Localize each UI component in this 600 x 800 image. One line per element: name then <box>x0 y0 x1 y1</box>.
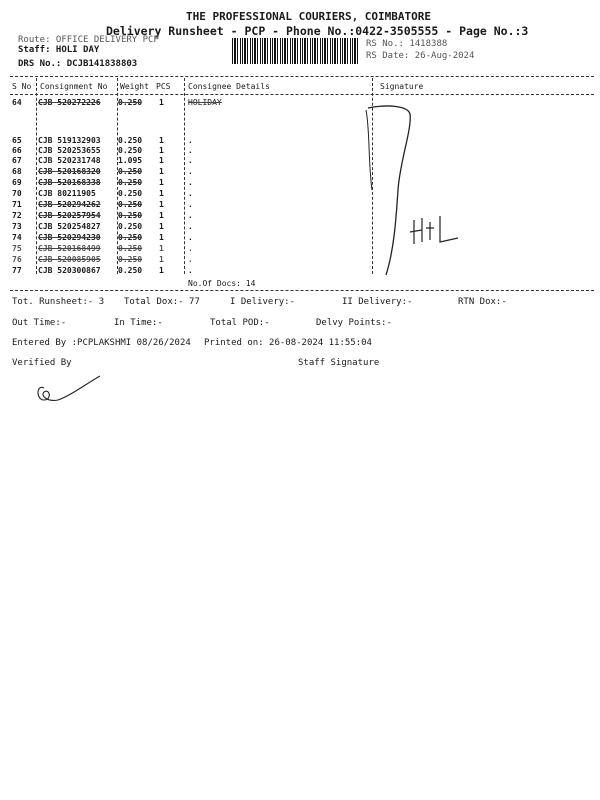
row-weight: 0.250 <box>118 233 143 242</box>
row-sno: 70 <box>12 189 22 198</box>
row-sno: 65 <box>12 136 22 145</box>
printed-on: Printed on: 26-08-2024 11:55:04 <box>204 338 372 348</box>
row-pcs: 1 <box>159 98 164 107</box>
table-row <box>12 136 372 146</box>
row-details: . <box>188 146 193 155</box>
row-weight: 0.250 <box>118 244 143 253</box>
row-pcs: 1 <box>159 146 164 155</box>
row-consignment: CJB 519132903 <box>38 136 101 145</box>
row-consignment: CJB 520168338 <box>38 178 101 187</box>
row-details: . <box>188 244 193 253</box>
drs-number: DRS No.: DCJB141838803 <box>18 59 138 69</box>
runsheet-title: Delivery Runsheet - PCP - Phone No.:0422-3505555 - Page No.:3 <box>106 24 529 38</box>
col-consignment: Consignment No <box>40 82 108 91</box>
row-weight: 0.250 <box>118 266 143 275</box>
total-dox: Total Dox:- 77 <box>124 297 200 307</box>
col-weight: Weight <box>120 82 149 91</box>
row-weight: 1.095 <box>118 156 143 165</box>
row-weight: 0.250 <box>118 189 143 198</box>
row-sno: 69 <box>12 178 22 187</box>
row-weight: 0.250 <box>118 146 143 155</box>
col-sno: S No <box>12 82 32 91</box>
row-pcs: 1 <box>159 255 164 264</box>
row-sno: 73 <box>12 222 22 231</box>
ii-delivery: II Delivery:- <box>342 297 413 307</box>
row-details: . <box>188 189 193 198</box>
row-details: . <box>188 136 193 145</box>
row-sno: 75 <box>12 244 22 253</box>
rs-date: RS Date: 26-Aug-2024 <box>366 51 475 61</box>
total-pod: Total POD:- <box>210 318 270 328</box>
row-consignment: CJB 520253655 <box>38 146 101 155</box>
row-consignment: CJB 520085905 <box>38 255 101 264</box>
row-consignment: CJB 520257954 <box>38 211 101 220</box>
row-details: . <box>188 222 193 231</box>
row-consignment: CJB 520300867 <box>38 266 101 275</box>
delvy-points: Delvy Points:- <box>316 318 392 328</box>
row-weight: 0.250 <box>118 255 143 264</box>
row-sno: 68 <box>12 167 22 176</box>
verified-by: Verified By <box>12 358 72 368</box>
row-pcs: 1 <box>159 233 164 242</box>
row-weight: 0.250 <box>118 98 143 107</box>
row-weight: 0.250 <box>118 211 143 220</box>
rs-number: RS No.: 1418388 <box>366 39 448 49</box>
table-row <box>12 200 372 210</box>
handwritten-mark <box>408 210 468 250</box>
row-weight: 0.250 <box>118 200 143 209</box>
row-consignment: CJB 80211905 <box>38 189 96 198</box>
row-consignment: CJB 520231748 <box>38 156 101 165</box>
row-sno: 66 <box>12 146 22 155</box>
row-pcs: 1 <box>159 167 164 176</box>
table-row <box>12 255 372 265</box>
row-weight: 0.250 <box>118 222 143 231</box>
doc-count: No.Of Docs: 14 <box>188 279 256 288</box>
rtn-dox: RTN Dox:- <box>458 297 507 307</box>
table-row <box>12 222 372 232</box>
row-sno: 77 <box>12 266 22 275</box>
col-consignee: Consignee Details <box>188 82 270 91</box>
table-bottom-rule <box>10 290 594 291</box>
table-row <box>12 244 372 254</box>
barcode <box>232 38 360 64</box>
row-details: . <box>188 178 193 187</box>
row-weight: 0.250 <box>118 178 143 187</box>
route-label: Route: OFFICE DELIVERY PCP <box>18 35 159 45</box>
verifier-signature <box>30 370 110 410</box>
table-row <box>12 98 372 108</box>
table-row <box>12 266 372 276</box>
row-consignment: CJB 520254827 <box>38 222 101 231</box>
i-delivery: I Delivery:- <box>230 297 296 307</box>
row-sno: 74 <box>12 233 22 242</box>
row-pcs: 1 <box>159 211 164 220</box>
row-sno: 71 <box>12 200 22 209</box>
row-consignment: CJB 520294230 <box>38 233 101 242</box>
row-pcs: 1 <box>159 222 164 231</box>
out-time: Out Time:- <box>12 318 67 328</box>
signature-scribble <box>358 100 428 280</box>
table-row <box>12 167 372 177</box>
table-row <box>12 189 372 199</box>
tot-runsheet: Tot. Runsheet:- 3 <box>12 297 105 307</box>
entered-by: Entered By :PCPLAKSHMI 08/26/2024 <box>12 338 191 348</box>
row-consignment: CJB 520294262 <box>38 200 101 209</box>
row-pcs: 1 <box>159 266 164 275</box>
row-details: . <box>188 266 193 275</box>
row-details: . <box>188 156 193 165</box>
row-details: . <box>188 255 193 264</box>
row-details: . <box>188 233 193 242</box>
company-title: THE PROFESSIONAL COURIERS, COIMBATORE <box>186 10 432 23</box>
row-details: . <box>188 167 193 176</box>
row-pcs: 1 <box>159 136 164 145</box>
row-consignment: CJB 520168499 <box>38 244 101 253</box>
row-pcs: 1 <box>159 178 164 187</box>
row-sno: 76 <box>12 255 22 264</box>
table-row <box>12 156 372 166</box>
row-consignment: CJB 520168320 <box>38 167 101 176</box>
row-pcs: 1 <box>159 156 164 165</box>
staff-label: Staff: HOLI DAY <box>18 45 100 55</box>
row-sno: 67 <box>12 156 22 165</box>
table-row <box>12 178 372 188</box>
row-details: . <box>188 211 193 220</box>
staff-signature-label: Staff Signature <box>298 358 380 368</box>
row-details: HOLIDAY <box>188 98 222 107</box>
row-pcs: 1 <box>159 244 164 253</box>
row-sno: 64 <box>12 98 22 107</box>
row-weight: 0.250 <box>118 167 143 176</box>
row-weight: 0.250 <box>118 136 143 145</box>
in-time: In Time:- <box>114 318 163 328</box>
table-row <box>12 233 372 243</box>
table-row <box>12 146 372 156</box>
table-top-rule <box>10 76 594 77</box>
row-consignment: CJB 520272226 <box>38 98 101 107</box>
row-pcs: 1 <box>159 189 164 198</box>
col-pcs: PCS <box>156 82 171 91</box>
row-pcs: 1 <box>159 200 164 209</box>
table-row <box>12 211 372 221</box>
row-details: . <box>188 200 193 209</box>
row-sno: 72 <box>12 211 22 220</box>
col-signature: Signature <box>380 82 424 91</box>
table-header-rule <box>10 94 594 95</box>
